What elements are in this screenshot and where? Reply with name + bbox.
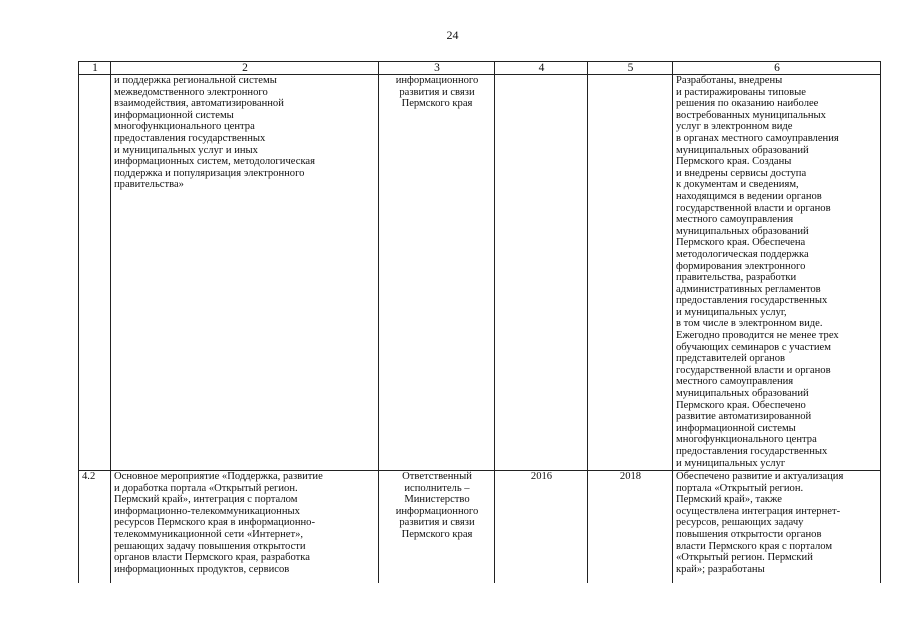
text-line: «Открытый регион. Пермский xyxy=(676,552,813,564)
text-line: Обеспечено развитие и актуализация xyxy=(676,471,844,482)
text-line: муниципальных образований xyxy=(676,225,809,237)
text-line: информационного xyxy=(395,75,479,86)
text-line: предоставления государственных xyxy=(114,132,266,144)
text-line: взаимодействия, автоматизированной xyxy=(114,98,284,110)
text-line: развития и связи xyxy=(399,86,475,98)
text-line: к документам и сведениям, xyxy=(676,179,799,191)
text-line: и муниципальных услуг и иных xyxy=(114,144,258,156)
text-line: информационно-телекоммуникационных xyxy=(114,505,300,517)
table-row xyxy=(79,75,881,471)
text-line: власти Пермского края с порталом xyxy=(676,540,833,552)
header-cell-1: 1 xyxy=(79,62,111,75)
text-line: край»; разработаны xyxy=(676,563,765,575)
text-line: Пермский край», также xyxy=(676,494,782,506)
text-line: востребованных муниципальных xyxy=(676,109,826,121)
text-line: в органах местного самоуправления xyxy=(676,132,839,144)
text-line: Основное мероприятие «Поддержка, развитие xyxy=(114,471,323,482)
text-line: государственной власти и органов xyxy=(676,202,831,214)
text-line: развития и связи xyxy=(399,517,475,529)
result-cell xyxy=(673,75,881,471)
table-row xyxy=(79,471,881,584)
text-line: правительства» xyxy=(114,179,184,191)
text-line: осуществлена интеграция интернет- xyxy=(676,505,841,517)
text-line: Ответственный xyxy=(402,471,472,482)
text-line: административных регламентов xyxy=(676,283,821,295)
text-line: местного самоуправления xyxy=(676,214,794,226)
text-line: многофункционального центра xyxy=(676,434,817,446)
text-line: портала «Открытый регион. xyxy=(676,482,804,494)
text-line: органов власти Пермского края, разработка xyxy=(114,552,310,564)
text-line: ресурсов Пермского края в информационно- xyxy=(114,517,315,529)
text-line: представителей органов xyxy=(676,353,785,365)
text-line: межведомственного электронного xyxy=(114,86,268,98)
description-cell xyxy=(111,75,379,471)
text-line: правительства, разработки xyxy=(676,272,797,284)
text-line: Министерство xyxy=(404,494,470,506)
text-line: поддержка и популяризация электронного xyxy=(114,167,305,179)
end-year-cell xyxy=(588,75,673,471)
text-line: и поддержка региональной системы xyxy=(114,75,277,86)
start-year-cell xyxy=(495,75,588,471)
executor-cell xyxy=(379,471,495,584)
text-line: Разработаны, внедрены xyxy=(676,75,783,86)
text-line: муниципальных образований xyxy=(676,144,809,156)
text-line: и муниципальных услуг, xyxy=(676,306,787,318)
row-number-cell xyxy=(79,75,111,471)
text-line: многофункционального центра xyxy=(114,121,255,133)
text-line: Пермского края. Обеспечено xyxy=(676,399,806,411)
text-line: в том числе в электронном виде. xyxy=(676,318,823,330)
text-line: формирования электронного xyxy=(676,260,806,272)
header-cell-6: 6 xyxy=(673,62,881,75)
header-cell-2: 2 xyxy=(111,62,379,75)
text-line: местного самоуправления xyxy=(676,376,794,388)
result-cell xyxy=(673,471,881,584)
text-line: и растиражированы типовые xyxy=(676,86,806,98)
text-line: обучающих семинаров с участием xyxy=(676,341,831,353)
text-line: и внедрены сервисы доступа xyxy=(676,167,807,179)
page-number: 24 xyxy=(446,28,459,42)
text-line: решающих задачу повышения открытости xyxy=(114,540,306,552)
text-line: информационного xyxy=(395,505,479,517)
text-line: ресурсов, решающих задачу xyxy=(676,517,804,529)
text-line: Пермский край», интеграция с порталом xyxy=(114,494,298,506)
start-year-cell: 2016 xyxy=(495,471,588,584)
text-line: Пермского края. Созданы xyxy=(676,156,792,168)
text-line: государственной власти и органов xyxy=(676,364,831,376)
header-cell-3: 3 xyxy=(379,62,495,75)
text-line: методологическая поддержка xyxy=(676,248,809,260)
text-line: находящимся в ведении органов xyxy=(676,190,822,202)
text-line: информационных продуктов, сервисов xyxy=(114,563,290,575)
text-line: Пермского края xyxy=(401,528,473,540)
text-line: Пермского края. Обеспечена xyxy=(676,237,806,249)
header-cell-5: 5 xyxy=(588,62,673,75)
text-line: повышения открытости органов xyxy=(676,528,822,540)
text-line: Пермского края xyxy=(401,98,473,110)
executor-cell xyxy=(379,75,495,471)
text-line: и муниципальных услуг xyxy=(676,457,786,469)
header-cell-4: 4 xyxy=(495,62,588,75)
text-line: Ежегодно проводится не менее трех xyxy=(676,330,839,342)
text-line: предоставления государственных xyxy=(676,295,828,307)
text-line: предоставления государственных xyxy=(676,446,828,457)
measures-table xyxy=(78,61,881,583)
text-line: информационной системы xyxy=(676,422,796,434)
text-line: исполнитель – xyxy=(404,482,470,494)
row-number-cell: 4.2 xyxy=(79,471,111,584)
text-line: развитие автоматизированной xyxy=(676,411,812,423)
description-cell xyxy=(111,471,379,584)
table-header-row xyxy=(79,62,881,75)
text-line: муниципальных образований xyxy=(676,388,809,400)
text-line: информационных систем, методологическая xyxy=(114,156,316,168)
text-line: информационной системы xyxy=(114,109,234,121)
text-line: телекоммуникационной сети «Интернет», xyxy=(114,528,304,540)
text-line: и доработка портала «Открытый регион. xyxy=(114,482,298,494)
text-line: решения по оказанию наиболее xyxy=(676,98,819,110)
end-year-cell: 2018 xyxy=(588,471,673,584)
text-line: услуг в электронном виде xyxy=(676,121,793,133)
